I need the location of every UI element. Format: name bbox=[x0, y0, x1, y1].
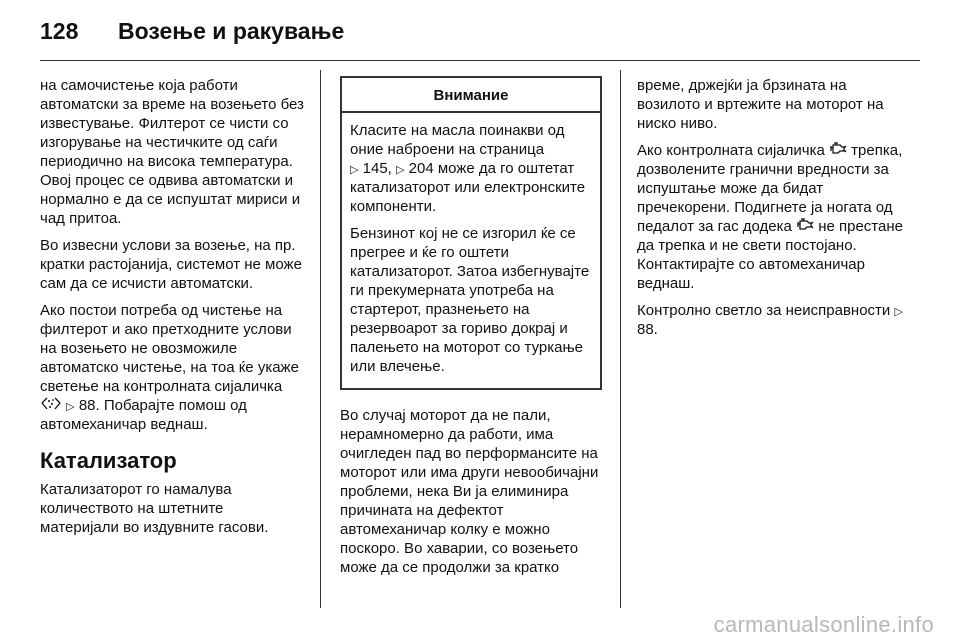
text-run: 204 може да го оштетат катализаторот или електронските компоненти. bbox=[350, 160, 586, 215]
warning-title: Внимание bbox=[342, 78, 600, 113]
paragraph bbox=[40, 301, 306, 434]
column-3 bbox=[637, 76, 909, 347]
section-heading: Катализатор bbox=[40, 448, 177, 473]
engine-check-lamp-icon bbox=[829, 141, 847, 157]
paragraph: на самочистење која работи автоматски за време на возењето без известување. Филтерот се чисти со изгорување на честичките од саѓи периодично на висока температура. Овој процес се одвива автоматски и нормално е да се испуштат мириси и чад притоа. bbox=[40, 77, 304, 227]
column-1 bbox=[40, 76, 306, 545]
page-reference-arrow-icon: ▷ bbox=[350, 164, 359, 176]
text-run: трепка, дозволените гранични вредности за испуштање може да бидат пречекорени. Подигнете ја ногата од педалот за гас додека bbox=[637, 142, 903, 235]
text-run: 145, bbox=[362, 160, 392, 177]
text-run: Контролно светло за неисправности bbox=[637, 302, 891, 319]
page-number: 128 bbox=[40, 18, 79, 44]
column-divider-2 bbox=[620, 70, 621, 608]
header-divider bbox=[40, 60, 920, 61]
paragraph: Бензинот кој не се изгорил ќе се прегрее и ќе го оштети катализаторот. Затоа избегнувајте ги прекумерната употреба на стартерот, празнењето на резервоарот за гориво докрај и палењето на моторот со туркање или влечење. bbox=[350, 225, 590, 375]
paragraph bbox=[350, 121, 592, 216]
watermark: carmanualsonline.info bbox=[713, 612, 934, 637]
text-run: не престане да трепка и не свети постојано. Контактирајте со автомеханичар веднаш. bbox=[637, 218, 903, 292]
text-run: 88. Побарајте помош од автомеханичар веднаш. bbox=[40, 397, 247, 433]
text-run: 88. bbox=[637, 321, 658, 338]
text-run: Ако постои потреба од чистење на филтерот и ако претходните услови на возењето не овозможиле автоматско чистење, на тоа ќе укаже светење на контролната сијаличка bbox=[40, 302, 299, 395]
paragraph: време, држејќи ја брзината на возилото и вртежите на моторот на ниско ниво. bbox=[637, 77, 884, 132]
engine-check-lamp-icon bbox=[796, 217, 814, 233]
text-run: Класите на масла поинакви од оние наброени на страница bbox=[350, 122, 565, 158]
paragraph: Во извесни услови за возење, на пр. кратки растојанија, системот не може сам да се исчисти автоматски. bbox=[40, 237, 302, 292]
page-header bbox=[40, 18, 920, 58]
particle-filter-lamp-icon bbox=[40, 397, 62, 412]
page-reference-arrow-icon: ▷ bbox=[396, 164, 405, 176]
paragraph: Катализаторот го намалува количеството на штетните материјали во издувните гасови. bbox=[40, 481, 269, 536]
paragraph bbox=[637, 301, 909, 339]
page-reference-arrow-icon: ▷ bbox=[894, 306, 903, 318]
paragraph: Во случај моторот да не пали, нерамномерно да работи, има очигледен пад во перформансите на моторот или има други невообичајни проблеми, нека Ви ја елиминира причината на дефектот автомеханичар колку е можно поскоро. Во хаварии, со возењето може да се продолжи за кратко bbox=[340, 407, 599, 576]
warning-body bbox=[342, 113, 600, 388]
page-reference-arrow-icon: ▷ bbox=[66, 401, 75, 413]
warning-box bbox=[340, 76, 602, 390]
column-2 bbox=[340, 76, 602, 585]
paragraph bbox=[637, 141, 909, 293]
section-title: Возење и ракување bbox=[118, 18, 345, 44]
column-divider-1 bbox=[320, 70, 321, 608]
text-run: Ако контролната сијаличка bbox=[637, 142, 825, 159]
